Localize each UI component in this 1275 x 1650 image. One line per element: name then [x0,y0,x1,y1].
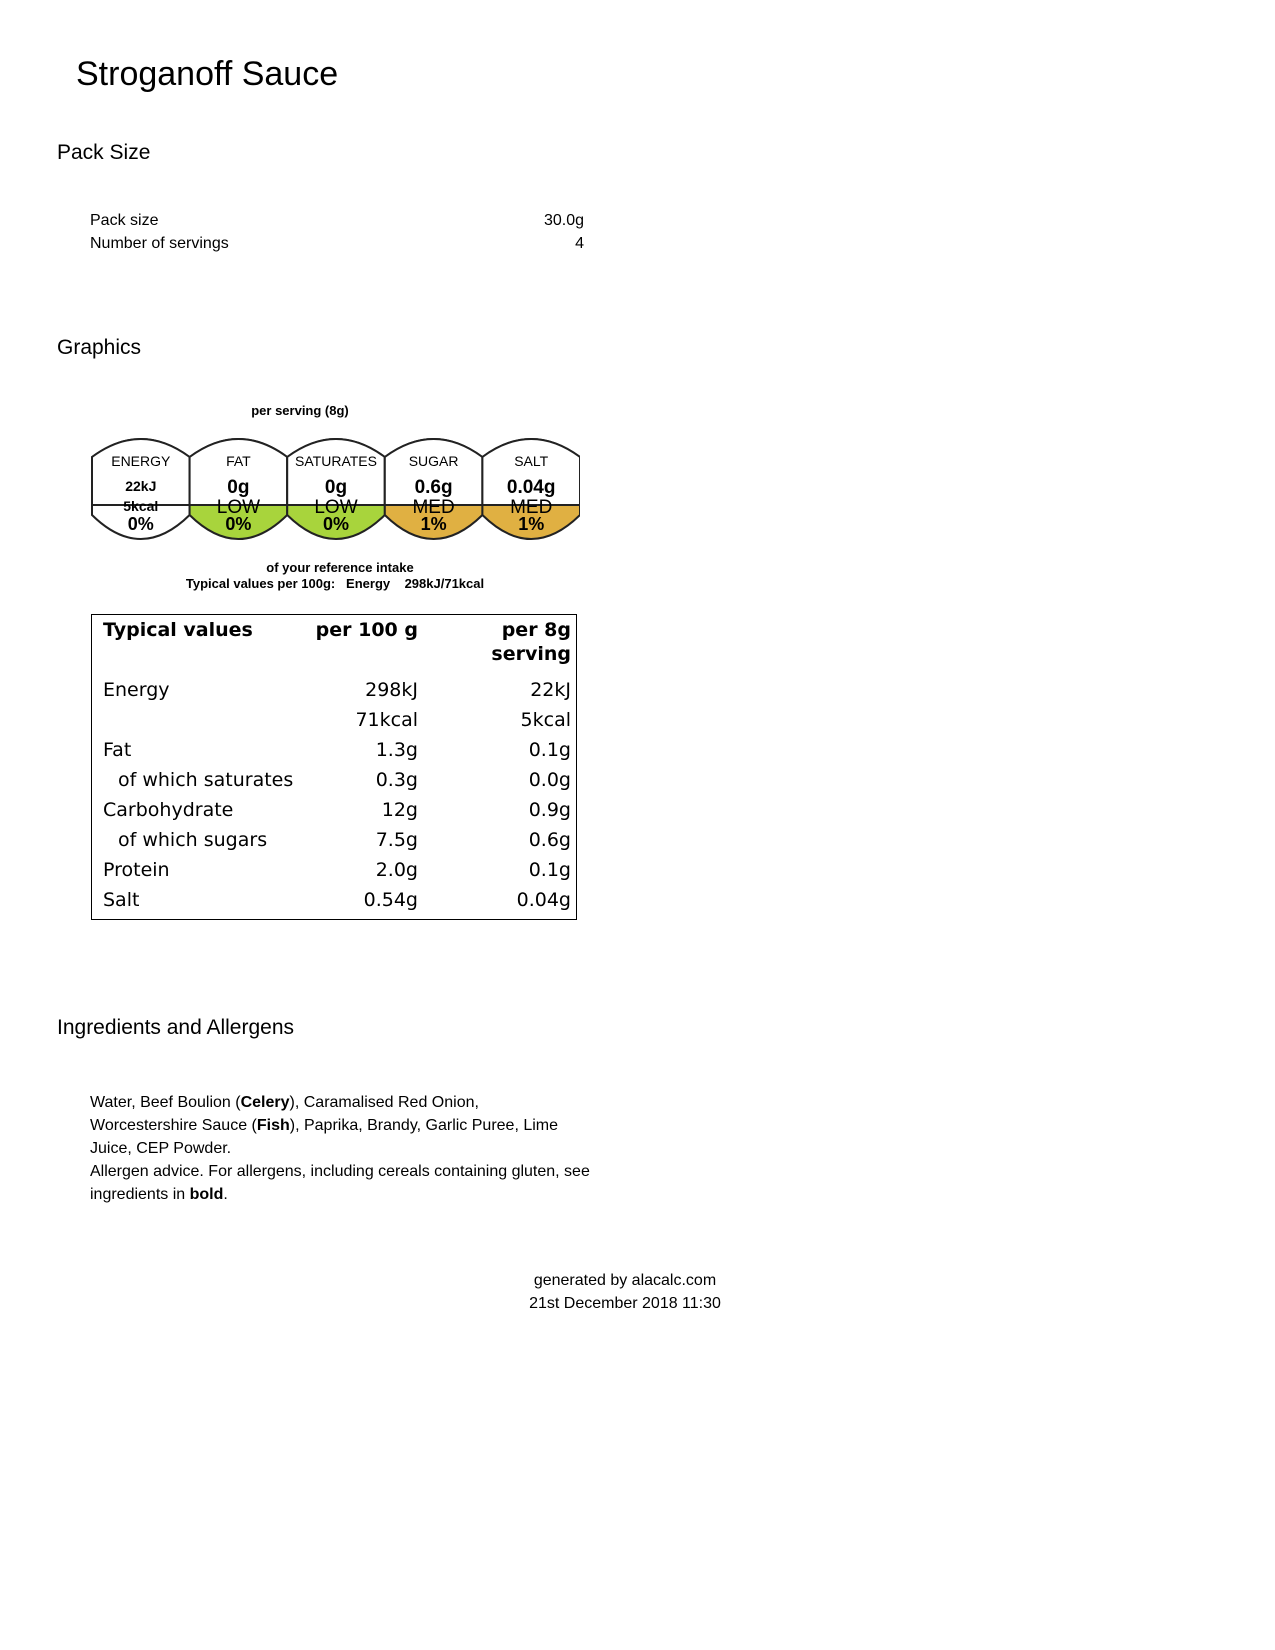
per-serving-value: 0.1g [528,859,571,881]
header-typical-values: Typical values [103,619,253,641]
traffic-light-label [90,403,580,598]
ingredients-list: Water, Beef Boulion (Celery), Caramalised Red Onion, Worcestershire Sauce (Fish), Paprika, Brandy, Garlic Puree, Lime Juice, CEP Powder. [90,1094,559,1157]
nutrient-level: MED [412,497,455,518]
nutrient-level: LOW [216,497,261,518]
servings-value: 4 [575,235,584,252]
per-serving-header: per serving (8g) [251,403,349,418]
pack-size-value: 30.0g [543,212,584,229]
reference-intake-percent: 0% [225,514,252,534]
nutrient-name: ENERGY [111,453,171,469]
nutrient-label: of which sugars [118,829,268,851]
per-100g-value: 0.54g [363,889,418,911]
table-row [92,705,576,735]
nutrient-label: Fat [103,739,132,761]
section-heading-pack-size: Pack Size [57,141,151,164]
per-serving-value: 0.04g [516,889,571,911]
per-100g-value: 1.3g [375,739,418,761]
nutrient-level: MED [510,497,553,518]
nutrient-label: Energy [103,679,170,701]
header-per-serving: per 8g [501,619,571,641]
table-row [92,735,576,765]
section-heading-graphics: Graphics [57,336,142,359]
per-100g-value: 298kJ [365,679,418,701]
per-serving-value: 0.0g [528,769,571,791]
header-serving: serving [491,643,571,665]
per-serving-value: 22kJ [530,679,571,701]
per-100g-value: 2.0g [375,859,418,881]
nutrient-name: FAT [226,453,251,469]
servings-label: Number of servings [90,235,229,252]
allergen-advice: Allergen advice. For allergens, including cereals containing gluten, see ingredients in bold. [90,1163,590,1203]
footer-generated-by: generated by alacalc.com [533,1272,717,1289]
nutrient-amount: 0g [324,477,348,498]
section-heading-ingredients: Ingredients and Allergens [57,1016,294,1039]
nutrition-header-row-2 [92,639,576,669]
nutrient-amount: 0.6g [414,477,453,498]
per-100g-value: 71kcal [355,709,418,731]
reference-intake-percent: 1% [420,514,447,534]
table-row [92,825,576,855]
nutrient-label: Carbohydrate [103,799,234,821]
nutrient-label: Salt [103,889,140,911]
per-serving-value: 5kcal [520,709,571,731]
per-100g-value: 0.3g [375,769,418,791]
table-row [92,855,576,885]
table-row [92,885,576,915]
header-per-100g: per 100 g [315,619,418,641]
nutrient-name: SALT [514,453,549,469]
nutrient-amount: 22kJ [125,478,157,494]
table-row [92,675,576,705]
allergen-celery: Celery [240,1094,290,1111]
nutrient-label: of which saturates [118,769,294,791]
per-serving-value: 0.1g [528,739,571,761]
nutrition-table [91,614,577,920]
per-serving-value: 0.9g [528,799,571,821]
nutrient-amount: 0.04g [506,477,556,498]
typical-values-energy: Typical values per 100g: Energy 298kJ/71kcal [185,576,485,591]
per-serving-value: 0.6g [528,829,571,851]
table-row [92,765,576,795]
pack-size-label: Pack size [90,212,159,229]
footer-timestamp: 21st December 2018 11:30 [529,1295,721,1312]
reference-intake-note: of your reference intake [266,560,414,575]
per-100g-value: 12g [381,799,418,821]
per-100g-value: 7.5g [375,829,418,851]
nutrient-label: Protein [103,859,170,881]
traffic-light-graphic [90,403,580,598]
allergen-fish: Fish [256,1117,290,1134]
nutrient-name: SATURATES [295,453,377,469]
page-title: Stroganoff Sauce [76,55,339,93]
table-row [92,795,576,825]
nutrient-name: SUGAR [408,453,459,469]
nutrient-amount: 0g [227,477,250,498]
nutrient-level: LOW [314,497,358,518]
reference-intake-percent: 1% [518,514,545,534]
ingredients-text [90,1091,590,1206]
reference-intake-percent: 0% [127,514,154,534]
nutrient-amount-kcal: 5kcal [123,498,159,514]
reference-intake-percent: 0% [322,514,350,534]
traffic-light-top-energy [92,439,190,505]
